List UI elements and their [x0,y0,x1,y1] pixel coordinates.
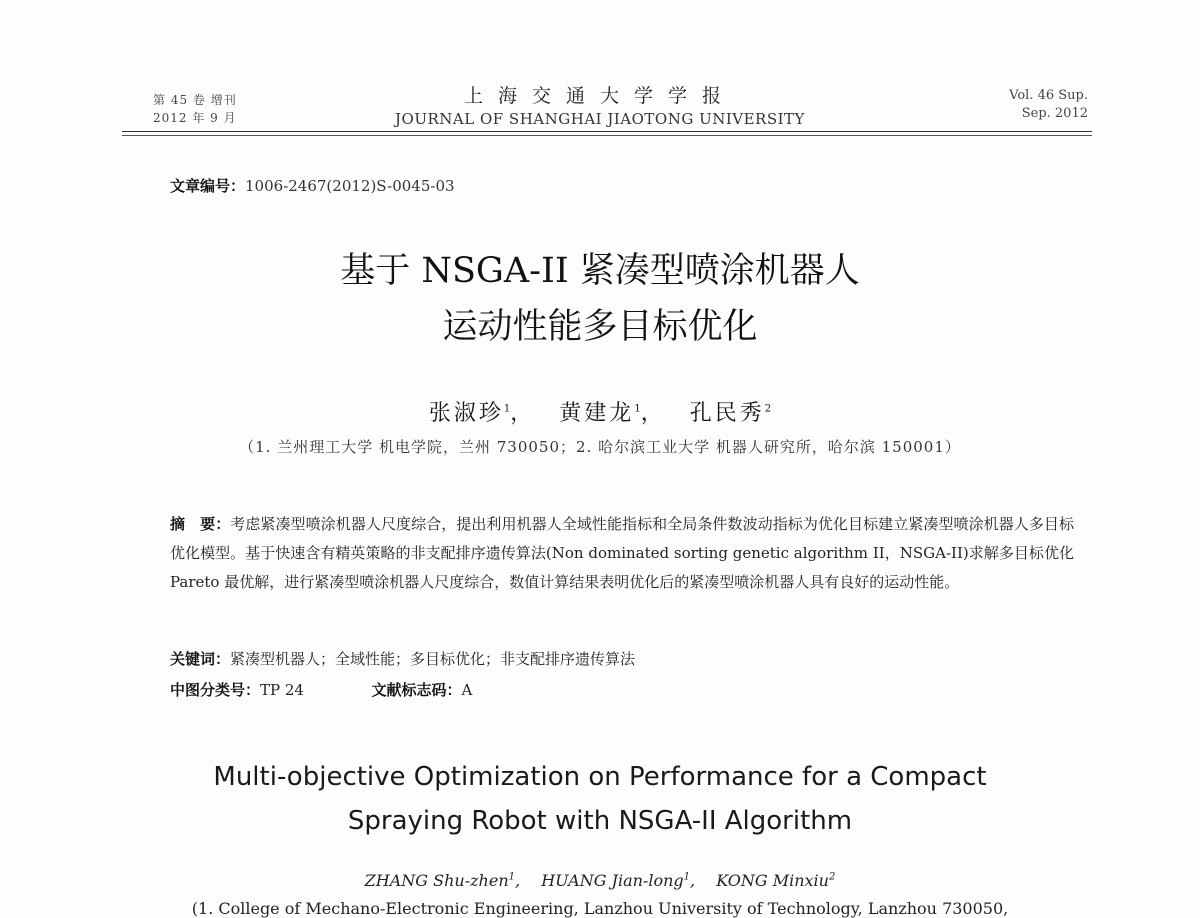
article-number [170,175,455,196]
header-right [1009,87,1088,123]
title-cn-line2: 运动性能多目标优化 [442,307,758,347]
author-en-1-mark: 1 [508,871,515,883]
journal-name-en: JOURNAL OF SHANGHAI JIAOTONG UNIVERSITY [395,110,805,128]
author-cn-1: 张淑珍 [428,401,504,426]
affiliation-en: (1. College of Mechano-Electronic Engineering, Lanzhou University of Technology, Lanzhou 730050, [191,899,1009,918]
date-en: Sep. 2012 [1021,106,1088,121]
classification [170,679,472,700]
abstract [170,510,1074,597]
author-en-3: KONG Minxiu [716,871,829,890]
affiliation-cn: （1. 兰州理工大学 机电学院，兰州 730050；2. 哈尔滨工业大学 机器人研究所，哈尔滨 150001） [239,438,961,456]
header-rule-thick [122,131,1092,132]
doc-code-label: 文献标志码： [371,681,462,699]
journal-name-cn: 上海交通大学学报 [463,85,736,107]
article-number-label: 文章编号： [170,177,246,195]
publication-date: 2012 年 9 月 [153,111,237,125]
author-en-2-mark: 1 [683,871,691,883]
title-en-line1: Multi-objective Optimization on Performance for a Compact [213,762,987,792]
header-rule-thin [122,135,1092,136]
abstract-label: 摘 要： [170,515,231,533]
article-number-value: 1006-2467(2012)S-0045-03 [245,177,455,195]
author-cn-1-mark: 1 [503,403,511,415]
keywords-label: 关键词： [170,650,231,668]
author-cn-3-mark: 2 [764,403,772,415]
title-cn [0,243,1200,355]
keywords [170,648,635,669]
volume-issue: 第 45 卷 增刊 [153,93,237,107]
title-en [0,755,1200,843]
authors-en: ZHANG Shu-zhen$^1$, HUANG Jian-long$^1$, KONG Minxiu$^2$ [364,871,836,890]
doc-code-value: A [461,681,473,699]
author-en-2: HUANG Jian-long [541,871,684,890]
title-cn-line1: 基于 NSGA-II 紧凑型喷涂机器人 [340,251,860,291]
volume-en: Vol. 46 Sup. [1009,88,1088,103]
clc-value: TP 24 [260,681,304,699]
author-en-1: ZHANG Shu-zhen [364,871,509,890]
clc-label: 中图分类号： [170,681,261,699]
title-en-line2: Spraying Robot with NSGA-II Algorithm [347,806,853,836]
keywords-text: 紧凑型机器人；全域性能；多目标优化；非支配排序遗传算法 [230,650,636,668]
author-cn-2: 黄建龙 [559,401,635,426]
author-cn-2-mark: 1 [634,403,641,415]
abstract-text: 考虑紧凑型喷涂机器人尺度综合，提出利用机器人全域性能指标和全局条件数波动指标为优化目标建立紧凑型喷涂机器人多目标优化模型。基于快速含有精英策略的非支配排序遗传算法(Non dominated sorting genetic algorithm II，NSGA-II)求解多目标优化 Pareto 最优解，进行紧凑型喷涂机器人尺度综合，数值计算结果表明优化后的紧凑型喷涂机器人具有良好的运动性能。 [170,515,1074,591]
authors-cn: 张淑珍$^1$， 黄建龙$^1$， 孔民秀$^2$ [428,401,772,426]
author-en-3-mark: 2 [828,871,836,883]
author-cn-3: 孔民秀 [689,401,765,426]
